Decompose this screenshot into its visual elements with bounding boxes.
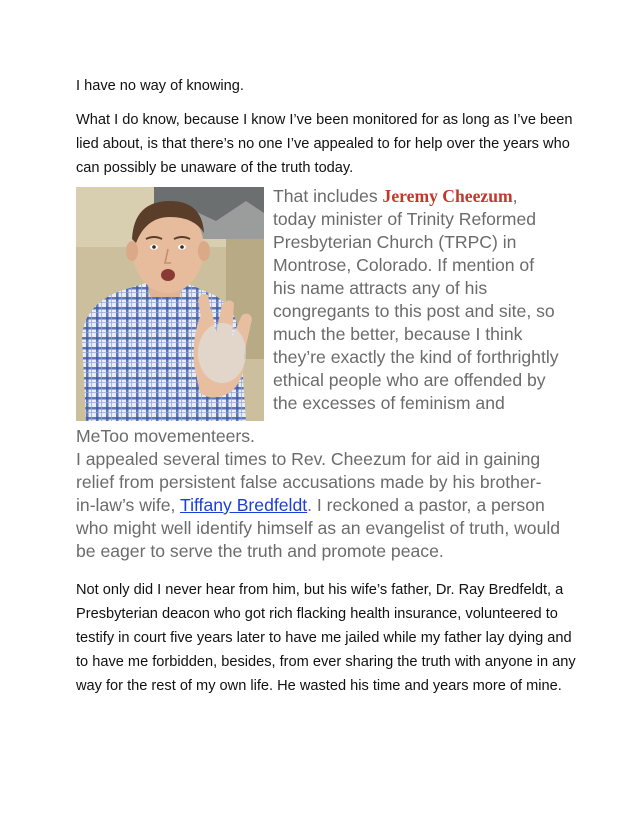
wrap-line-5: his name attracts any of his (273, 278, 488, 298)
wrap-line-9: ethical people who are offended by (273, 370, 546, 390)
wrap-line-2: today minister of Trinity Reformed (273, 209, 537, 229)
full-line-1: MeToo movementeers. (76, 426, 255, 446)
wrap-line-10: the excesses of feminism and (273, 393, 505, 413)
paragraph-bredfeldt: Not only did I never hear from him, but his wife’s father, Dr. Ray Bredfeldt, a Presbyterian deacon who got rich flacking health insurance, volunteered to testify in court five years later to have me jailed while my father lay dying and to have me forbidden, besides, from ever sharing the truth with anyone in any way for the rest of my own life. He wasted his time and years more of mine. (76, 582, 576, 694)
wrap-line-3: Presbyterian Church (TRPC) in (273, 232, 517, 252)
wrap-line-8: they’re exactly the kind of forthrightly (273, 347, 559, 367)
paragraph-monitored: What I do know, because I know I’ve been monitored for as long as I’ve been lied about, is that there’s no one I’ve appealed to for help over the years who can possibly be unaware of the truth today. (76, 112, 573, 176)
full-width-text-block (76, 425, 576, 563)
wrap-line-1: That includes Jeremy Cheezum, (273, 186, 518, 206)
full-line-3: relief from persistent false accusations made by his brother- (76, 472, 542, 492)
photo-man-gesturing (76, 187, 264, 421)
full-line-5: who might well identify himself as an evangelist of truth, would (76, 518, 561, 538)
wrap-line-6: congregants to this post and site, so (273, 301, 555, 321)
wrap-line-7: much the better, because I think (273, 324, 523, 344)
wrapped-text-block (273, 185, 573, 415)
full-line-6: be eager to serve the truth and promote peace. (76, 541, 444, 561)
full-line-4: in-law’s wife, Tiffany Bredfeldt. I reckoned a pastor, a person (76, 495, 545, 515)
full-line-2: I appealed several times to Rev. Cheezum for aid in gaining (76, 449, 541, 469)
name-highlight: Jeremy Cheezum (382, 186, 513, 206)
paragraph-intro: I have no way of knowing. (76, 78, 244, 94)
wrap-line-4: Montrose, Colorado. If mention of (273, 255, 535, 275)
tiffany-bredfeldt-link[interactable]: Tiffany Bredfeldt (179, 495, 308, 515)
